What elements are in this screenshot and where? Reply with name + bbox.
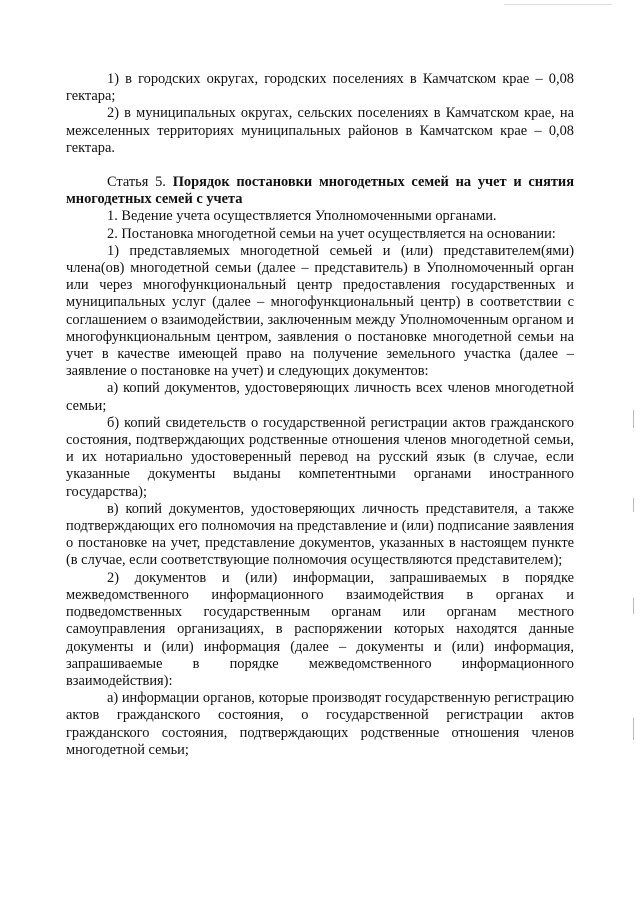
paragraph-2-1: 1) представляемых многодетной семьей и (или) представителем(ями) члена(ов) многодетной семьи (далее – представитель) в Уполномоченный орган или через многофункциональный центр предоставления государственных и муниципальных услуг (далее – многофункциональный центр) в соответствии с соглашением о взаимодействии, заключенным между Уполномоченным органом и многофункциональным центром, заявления о постановке многодетной семьи на учет в качестве имеющей право на получение земельного участка (далее – заявление о постановке на учет) и следующих документов: (66, 242, 574, 380)
scan-edge-mark (633, 498, 634, 512)
paragraph-2-1-v: в) копий документов, удостоверяющих личность представителя, а также подтверждающих его полномочия на представление и (или) подписание заявления о постановке на учет, представление документов, указанных в настоящем пункте (в случае, если соответствующие полномочия осуществляются представителем); (66, 500, 574, 569)
scan-top-rule (504, 4, 612, 5)
paragraph-2-1-a: а) копий документов, удостоверяющих личность всех членов многодетной семьи; (66, 380, 574, 414)
paragraph-2-2: 2) документов и (или) информации, запрашиваемых в порядке межведомственного информационного взаимодействия в органах и подведомственных государственным органам или органам местного самоуправления организациях, в распоряжении которых находятся данные документы и (или) информация (далее – документы и (или) информация, запрашиваемые в порядке межведомственного информационного взаимодействия): (66, 569, 574, 689)
scan-edge-mark (633, 410, 634, 428)
article-title: Порядок постановки многодетных семей на учет и снятия многодетных семей с учета (66, 174, 575, 208)
paragraph-urban-area: 1) в городских округах, городских поселениях в Камчатском крае – 0,08 гектара; (66, 71, 574, 105)
paragraph-2: 2. Постановка многодетной семьи на учет осуществляется на основании: (107, 225, 556, 242)
scan-edge-mark (633, 718, 634, 740)
document-body (66, 71, 574, 759)
scan-edge-mark (633, 598, 634, 614)
paragraph-2-1-b: б) копий свидетельств о государственной регистрации актов гражданского состояния, подтверждающих родственные отношения членов многодетной семьи, и их нотариально удостоверенный перевод на русский язык (в случае, если указанные документы выданы компетентными органами иностранного государства); (66, 414, 574, 500)
paragraph-1: 1. Ведение учета осуществляется Уполномоченными органами. (107, 208, 497, 225)
article-number: Статья 5. (107, 174, 166, 191)
paragraph-2-2-a: а) информации органов, которые производят государственную регистрацию актов гражданского состояния, о государственной регистрации актов гражданского состояния, подтверждающих родственные отношения членов многодетной семьи; (66, 690, 574, 758)
article-heading (66, 174, 574, 208)
scan-edge-marks (630, 0, 634, 905)
spacer (66, 157, 574, 174)
paragraph-rural-area: 2) в муниципальных округах, сельских поселениях в Камчатском крае, на межселенных территориях муниципальных районов в Камчатском крае – 0,08 гектара. (66, 105, 574, 156)
